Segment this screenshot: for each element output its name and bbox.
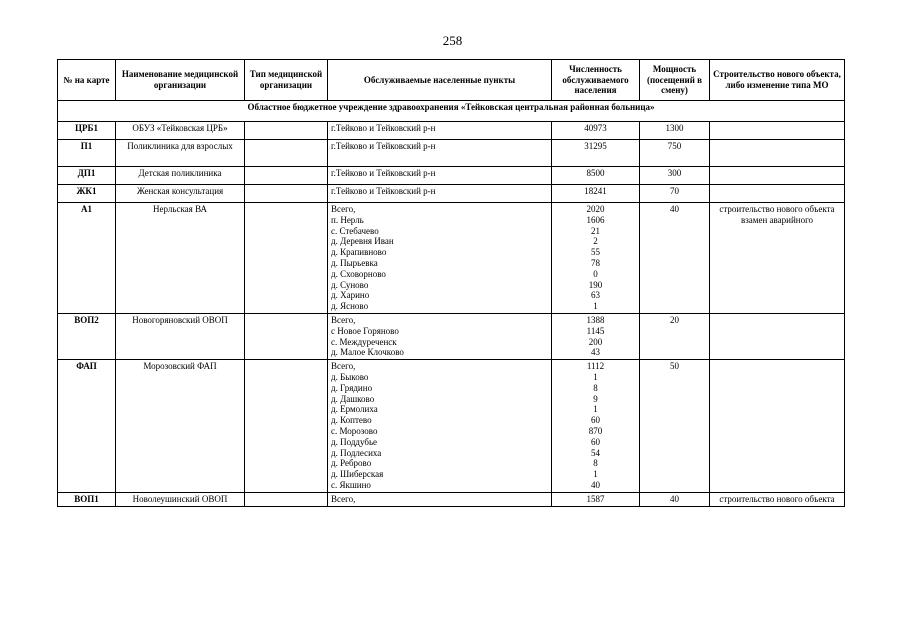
cell-org-type — [245, 360, 328, 493]
cell-population-line: 54 — [591, 447, 600, 458]
cell-population-line: 0 — [593, 268, 598, 279]
section-row — [58, 101, 845, 122]
cell-org-type — [245, 492, 328, 506]
cell-settlements-line: с. Стебачево — [331, 225, 379, 236]
cell-org-type — [245, 167, 328, 185]
cell-settlements-line: д. Малое Клочково — [331, 347, 404, 358]
cell-settlements-line: Всего, — [331, 204, 356, 214]
table-row — [58, 203, 845, 314]
cell-population-line: 18241 — [584, 186, 607, 196]
cell-population-line: 1606 — [586, 214, 605, 225]
cell-population-line: 1587 — [586, 493, 605, 504]
table-header-row — [58, 60, 845, 101]
cell-population-line: 1112 — [586, 361, 605, 372]
cell-construction — [710, 313, 845, 359]
cell-settlements — [328, 313, 552, 359]
cell-population-line: 8 — [593, 458, 598, 469]
cell-population-line: 21 — [591, 225, 600, 236]
cell-population-line: 1 — [593, 301, 598, 312]
cell-org-type — [245, 185, 328, 203]
cell-org-type — [245, 122, 328, 140]
cell-construction — [710, 122, 845, 140]
cell-capacity: 40 — [640, 203, 710, 314]
cell-population — [552, 185, 640, 203]
header-population: Численность обслуживаемого населения — [552, 60, 640, 101]
cell-org-name: Женская консультация — [116, 185, 245, 203]
cell-org-name: Морозовский ФАП — [116, 360, 245, 493]
cell-org-type — [245, 140, 328, 167]
cell-population-line: 55 — [591, 247, 600, 258]
cell-population-line: 2020 — [586, 204, 605, 214]
cell-map-number: П1 — [58, 140, 116, 167]
cell-capacity: 1300 — [640, 122, 710, 140]
cell-population-line: 31295 — [584, 141, 607, 151]
cell-settlements-line: д. Ясново — [331, 301, 369, 312]
cell-settlements-line: г.Тейково и Тейковский р-н — [331, 186, 436, 196]
table-row — [58, 313, 845, 359]
cell-settlements-line: д. Деревня Иван — [331, 236, 394, 247]
cell-capacity: 40 — [640, 492, 710, 506]
cell-population — [552, 122, 640, 140]
header-map-number: № на карте — [58, 60, 116, 101]
cell-settlements-line: д. Подлесиха — [331, 447, 382, 458]
cell-settlements-line: с. Морозово — [331, 425, 378, 436]
cell-settlements-line: д. Реброво — [331, 458, 372, 469]
cell-settlements-line: Всего, — [331, 314, 356, 325]
cell-capacity: 750 — [640, 140, 710, 167]
section-title: Областное бюджетное учреждение здравоохранения «Тейковская центральная районная больница» — [58, 101, 845, 122]
cell-map-number: ФАП — [58, 360, 116, 493]
table-body — [58, 122, 845, 507]
cell-settlements-line: Всего, — [331, 361, 356, 372]
header-construction: Строительство нового объекта, либо изменение типа МО — [710, 60, 845, 101]
table-row — [58, 122, 845, 140]
cell-population-line: 40 — [591, 479, 600, 490]
cell-population-line: 870 — [588, 425, 603, 436]
cell-settlements-line: г.Тейково и Тейковский р-н — [331, 141, 436, 151]
cell-capacity: 50 — [640, 360, 710, 493]
cell-population — [552, 203, 640, 314]
cell-population-line: 1 — [593, 371, 598, 382]
cell-org-type — [245, 203, 328, 314]
cell-capacity: 300 — [640, 167, 710, 185]
cell-construction: строительство нового объекта взамен аварийного — [710, 203, 845, 314]
cell-org-name: Детская поликлиника — [116, 167, 245, 185]
cell-settlements — [328, 140, 552, 167]
cell-population-line: 1145 — [586, 325, 605, 336]
cell-settlements — [328, 185, 552, 203]
cell-org-name: Новогоряновский ОВОП — [116, 313, 245, 359]
cell-settlements-line: д. Ермолиха — [331, 404, 378, 415]
cell-construction: строительство нового объекта — [710, 492, 845, 506]
cell-map-number: А1 — [58, 203, 116, 314]
table-row — [58, 185, 845, 203]
cell-population-line: 190 — [588, 279, 603, 290]
cell-settlements-line: Всего, — [331, 493, 356, 504]
cell-settlements-line: с. Междуреченск — [331, 336, 397, 347]
cell-population-line: 1 — [593, 469, 598, 480]
table-row — [58, 492, 845, 506]
cell-construction — [710, 360, 845, 493]
cell-population-line: 9 — [593, 393, 598, 404]
cell-settlements-line: д. Быково — [331, 371, 369, 382]
cell-map-number: ВОП2 — [58, 313, 116, 359]
cell-settlements-line: д. Суново — [331, 279, 369, 290]
cell-population-line: 1388 — [586, 314, 605, 325]
cell-population-line: 8500 — [586, 168, 605, 178]
cell-settlements — [328, 492, 552, 506]
cell-settlements — [328, 360, 552, 493]
cell-population — [552, 140, 640, 167]
cell-settlements-line: д. Сховорново — [331, 268, 386, 279]
cell-population-line: 43 — [591, 347, 600, 358]
cell-org-type — [245, 313, 328, 359]
cell-settlements-line: д. Крапивново — [331, 247, 387, 258]
cell-settlements-line: д. Пырьевка — [331, 257, 378, 268]
cell-org-name: Поликлиника для взрослых — [116, 140, 245, 167]
cell-population-line: 63 — [591, 290, 600, 301]
cell-org-name: Нерльская ВА — [116, 203, 245, 314]
cell-population-line: 8 — [593, 382, 598, 393]
cell-settlements-line: д. Шиберская — [331, 469, 384, 480]
facilities-table — [57, 59, 845, 507]
cell-map-number: ДП1 — [58, 167, 116, 185]
cell-population — [552, 167, 640, 185]
cell-population — [552, 360, 640, 493]
cell-settlements — [328, 203, 552, 314]
header-org-type: Тип медицинской организации — [245, 60, 328, 101]
cell-settlements — [328, 167, 552, 185]
cell-settlements-line: д. Дашково — [331, 393, 375, 404]
cell-population — [552, 492, 640, 506]
table-row — [58, 140, 845, 167]
cell-settlements-line: с Новое Горяново — [331, 325, 399, 336]
cell-settlements-line: г.Тейково и Тейковский р-н — [331, 123, 436, 133]
cell-population-line: 60 — [591, 436, 600, 447]
cell-population-line: 200 — [588, 336, 603, 347]
cell-org-name: Новолеушинский ОВОП — [116, 492, 245, 506]
cell-capacity: 20 — [640, 313, 710, 359]
header-settlements: Обслуживаемые населенные пункты — [328, 60, 552, 101]
header-org-name: Наименование медицинской организации — [116, 60, 245, 101]
cell-settlements-line: д. Коптево — [331, 415, 372, 426]
table-row — [58, 360, 845, 493]
cell-population-line: 40973 — [584, 123, 607, 133]
cell-map-number: ВОП1 — [58, 492, 116, 506]
cell-population-line: 78 — [591, 257, 600, 268]
cell-population — [552, 313, 640, 359]
page-number: 258 — [442, 33, 463, 48]
cell-settlements — [328, 122, 552, 140]
cell-construction — [710, 140, 845, 167]
cell-settlements-line: д. Грядино — [331, 382, 373, 393]
cell-population-line: 2 — [593, 236, 598, 247]
cell-map-number: ЖК1 — [58, 185, 116, 203]
cell-settlements-line: с. Якшино — [331, 479, 371, 490]
cell-construction — [710, 167, 845, 185]
header-capacity: Мощность (посещений в смену) — [640, 60, 710, 101]
cell-settlements-line: д. Харино — [331, 290, 370, 301]
cell-population-line: 1 — [593, 404, 598, 415]
cell-population-line: 60 — [591, 415, 600, 426]
cell-settlements-line: г.Тейково и Тейковский р-н — [331, 168, 436, 178]
cell-org-name: ОБУЗ «Тейковская ЦРБ» — [116, 122, 245, 140]
cell-construction — [710, 185, 845, 203]
table-row — [58, 167, 845, 185]
cell-settlements-line: д. Поддубье — [331, 436, 378, 447]
cell-map-number: ЦРБ1 — [58, 122, 116, 140]
cell-settlements-line: п. Нерль — [331, 214, 364, 225]
cell-capacity: 70 — [640, 185, 710, 203]
